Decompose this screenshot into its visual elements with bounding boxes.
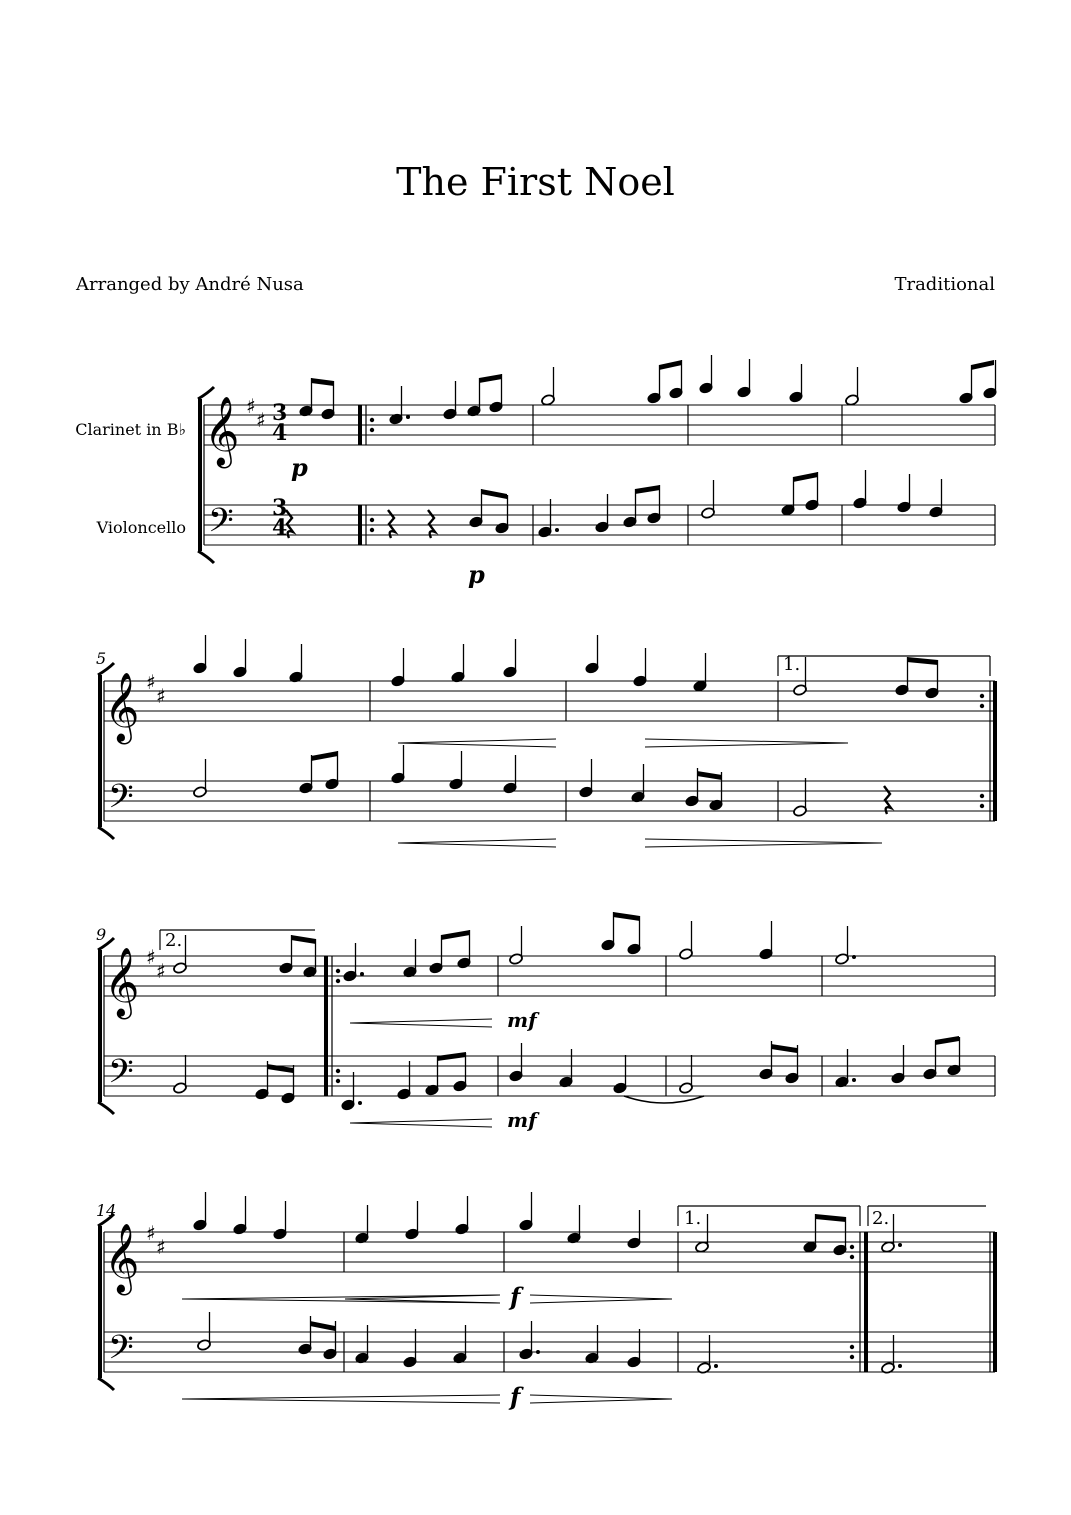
dynamic-f-clarinet: f	[510, 1282, 521, 1311]
dynamic-f-cello: f	[510, 1382, 521, 1411]
dot	[852, 1078, 856, 1082]
clarinet-label: Clarinet in B♭	[75, 420, 186, 439]
beam	[481, 489, 507, 499]
beam	[613, 912, 640, 921]
repeat-dot	[336, 1079, 340, 1083]
beam	[659, 360, 682, 370]
clarinet-time-top: 3	[272, 400, 288, 426]
tie	[624, 1096, 704, 1103]
dot	[406, 415, 410, 419]
beam	[907, 657, 938, 665]
cello-label: Violoncello	[96, 518, 186, 537]
hairpin	[398, 739, 556, 743]
hairpin	[645, 843, 882, 847]
hairpin	[530, 1295, 672, 1299]
dot	[358, 1101, 362, 1105]
hairpin	[350, 1123, 492, 1127]
sharp-icon: ♯	[156, 959, 166, 983]
measure-number-9: 9	[96, 925, 107, 944]
hairpin	[182, 1399, 500, 1403]
dot	[852, 955, 856, 959]
treble-clef-icon: 𝄞	[104, 1223, 140, 1293]
dot	[898, 1364, 902, 1368]
beam	[935, 1036, 959, 1045]
volta-1-system2: 1.	[783, 654, 801, 675]
beam	[635, 485, 660, 494]
repeat-dot	[850, 1355, 854, 1359]
repeat-dot	[336, 969, 340, 973]
beam	[441, 930, 470, 940]
quarter-rest	[884, 786, 891, 814]
volta-2-system4: 2.	[872, 1208, 890, 1229]
measure-number-14: 14	[96, 1201, 117, 1220]
sharp-icon: ♯	[156, 1235, 166, 1259]
beam	[793, 472, 818, 482]
hairpin	[645, 743, 848, 747]
repeat-dot	[980, 704, 984, 708]
sharp-icon: ♯	[146, 945, 156, 969]
bass-clef-icon: 𝄢	[108, 1329, 134, 1375]
repeat-dot	[850, 1245, 854, 1249]
bracket-bottom	[98, 1102, 114, 1114]
hairpin	[182, 1299, 500, 1303]
repeat-dot	[980, 794, 984, 798]
repeat-dot	[336, 979, 340, 983]
beam	[479, 374, 502, 383]
beam	[697, 771, 722, 780]
bass-clef-icon: 𝄢	[108, 1053, 134, 1099]
dynamic-mf-clarinet: mf	[507, 1008, 537, 1032]
hairpin	[645, 739, 848, 743]
score-title: The First Noel	[396, 160, 675, 204]
hairpin	[182, 1295, 500, 1299]
cello-time-bottom: 4	[272, 515, 288, 541]
repeat-dot	[850, 1345, 854, 1349]
beam	[311, 378, 334, 386]
dot	[536, 1350, 540, 1354]
beam	[771, 1044, 797, 1053]
hairpin	[398, 843, 556, 847]
quarter-rest	[388, 510, 395, 538]
repeat-dot	[850, 1255, 854, 1259]
quarter-rest	[428, 510, 435, 538]
dot	[555, 528, 559, 532]
sharp-icon: ♯	[146, 670, 156, 694]
hairpin	[645, 839, 882, 843]
beam	[310, 1321, 335, 1331]
dynamic-mf-cello: mf	[507, 1108, 537, 1132]
repeat-dot	[370, 518, 374, 522]
repeat-dot	[370, 528, 374, 532]
dot	[714, 1364, 718, 1368]
beam	[291, 935, 316, 944]
hairpin	[530, 1395, 672, 1399]
hairpin	[350, 1023, 492, 1027]
bass-clef-icon: 𝄢	[208, 502, 234, 548]
treble-clef-icon: 𝄞	[204, 396, 240, 466]
dot	[360, 972, 364, 976]
repeat-dot	[336, 1069, 340, 1073]
bass-clef-icon: 𝄢	[108, 778, 134, 824]
repeat-dot	[980, 804, 984, 808]
volta-1-system4: 1.	[684, 1208, 702, 1229]
beam	[437, 1052, 466, 1061]
bracket-bottom	[198, 551, 214, 563]
cello-time-top: 3	[272, 495, 288, 521]
sharp-icon: ♯	[156, 684, 166, 708]
repeat-dot	[370, 428, 374, 432]
beam	[311, 751, 338, 761]
sharp-icon: ♯	[256, 408, 266, 432]
clarinet-time-bottom: 4	[272, 420, 288, 446]
beam	[815, 1214, 846, 1222]
hairpin	[530, 1299, 672, 1303]
hairpin	[350, 1119, 492, 1123]
repeat-dot	[980, 694, 984, 698]
bracket-bottom	[98, 827, 114, 839]
dynamic-p-clarinet: p	[291, 453, 308, 482]
arranger-credit: Arranged by André Nusa	[76, 274, 304, 295]
dynamic-p-cello: p	[468, 560, 485, 589]
hairpin	[182, 1395, 500, 1399]
bracket-bottom	[98, 1378, 114, 1390]
beam	[267, 1064, 293, 1073]
hairpin	[398, 743, 556, 747]
sharp-icon: ♯	[246, 394, 256, 418]
hairpin	[530, 1399, 672, 1403]
repeat-dot	[370, 418, 374, 422]
composer-credit: Traditional	[894, 274, 995, 295]
volta-2-system3: 2.	[165, 930, 183, 951]
beam	[971, 360, 994, 370]
hairpin	[350, 1019, 492, 1023]
treble-clef-icon: 𝄞	[104, 672, 140, 742]
hairpin	[398, 839, 556, 843]
measure-number-5: 5	[96, 649, 107, 668]
sharp-icon: ♯	[146, 1221, 156, 1245]
dot	[898, 1243, 902, 1247]
treble-clef-icon: 𝄞	[104, 947, 140, 1017]
